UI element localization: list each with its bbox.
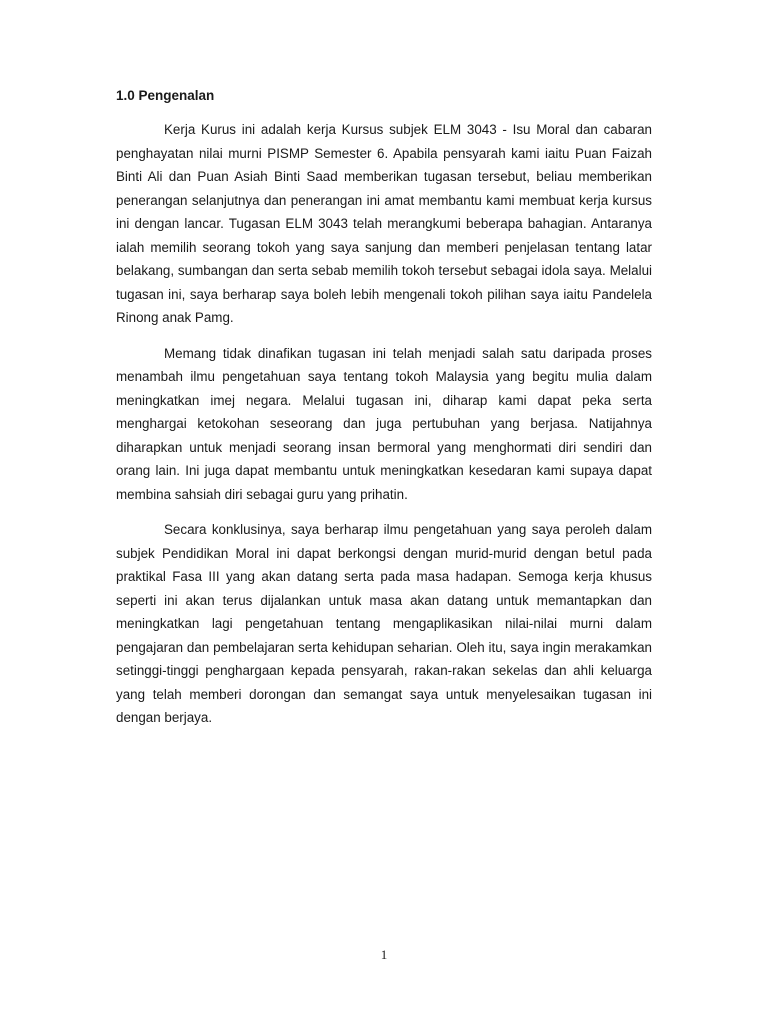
paragraph-knowledge: Memang tidak dinafikan tugasan ini telah menjadi salah satu daripada proses menambah ilmu pengetahuan saya tentang tokoh Malaysia yang begitu mulia dalam meningkatkan imej negara. Melalui tugasan ini, diharap kami dapat peka serta menghargai ketokohan seseorang dan juga pertubuhan yang berjasa. Natijahnya diharapkan untuk menjadi seorang insan bermoral yang menghormati diri sendiri dan orang lain. Ini juga dapat membantu untuk meningkatkan kesedaran kami supaya dapat membina sahsiah diri sebagai guru yang prihatin. (116, 345, 652, 502)
paragraph-introduction: Kerja Kurus ini adalah kerja Kursus subjek ELM 3043 - Isu Moral dan cabaran penghayatan nilai murni PISMP Semester 6. Apabila pensyarah kami iaitu Puan Faizah Binti Ali dan Puan Asiah Binti Saad memberikan tugasan tersebut, beliau memberikan penerangan selanjutnya dan penerangan ini amat membantu kami membuat kerja kursus ini dengan lancar. Tugasan ELM 3043 telah merangkumi beberapa bahagian. Antaranya ialah memilih seorang tokoh yang saya sanjung dan memberi penjelasan tentang latar belakang, sumbangan dan serta sebab memilih tokoh tersebut sebagai idola saya. Melalui tugasan ini, saya berharap saya boleh lebih mengenali tokoh pilihan saya iaitu Pandelela Rinong anak Pamg. (116, 122, 652, 325)
section-heading: 1.0 Pengenalan (116, 88, 215, 103)
page-number: 1 (380, 947, 388, 962)
document-body (116, 86, 652, 742)
paragraph-conclusion: Secara konklusinya, saya berharap ilmu pengetahuan yang saya peroleh dalam subjek Pendidikan Moral ini dapat berkongsi dengan murid-murid dengan betul pada praktikal Fasa III yang akan datang serta pada masa hadapan. Semoga kerja khusus seperti ini akan terus dijalankan untuk masa akan datang untuk memantapkan dan meningkatkan lagi pengetahuan tentang mengaplikasikan nilai-nilai murni dalam pengajaran dan pembelajaran serta kehidupan seharian. Oleh itu, saya ingin merakamkan setinggi-tinggi penghargaan kepada pensyarah, rakan-rakan sekelas dan ahli keluarga yang telah memberi dorongan dan semangat saya untuk menyelesaikan tugasan ini dengan berjaya. (116, 522, 652, 725)
